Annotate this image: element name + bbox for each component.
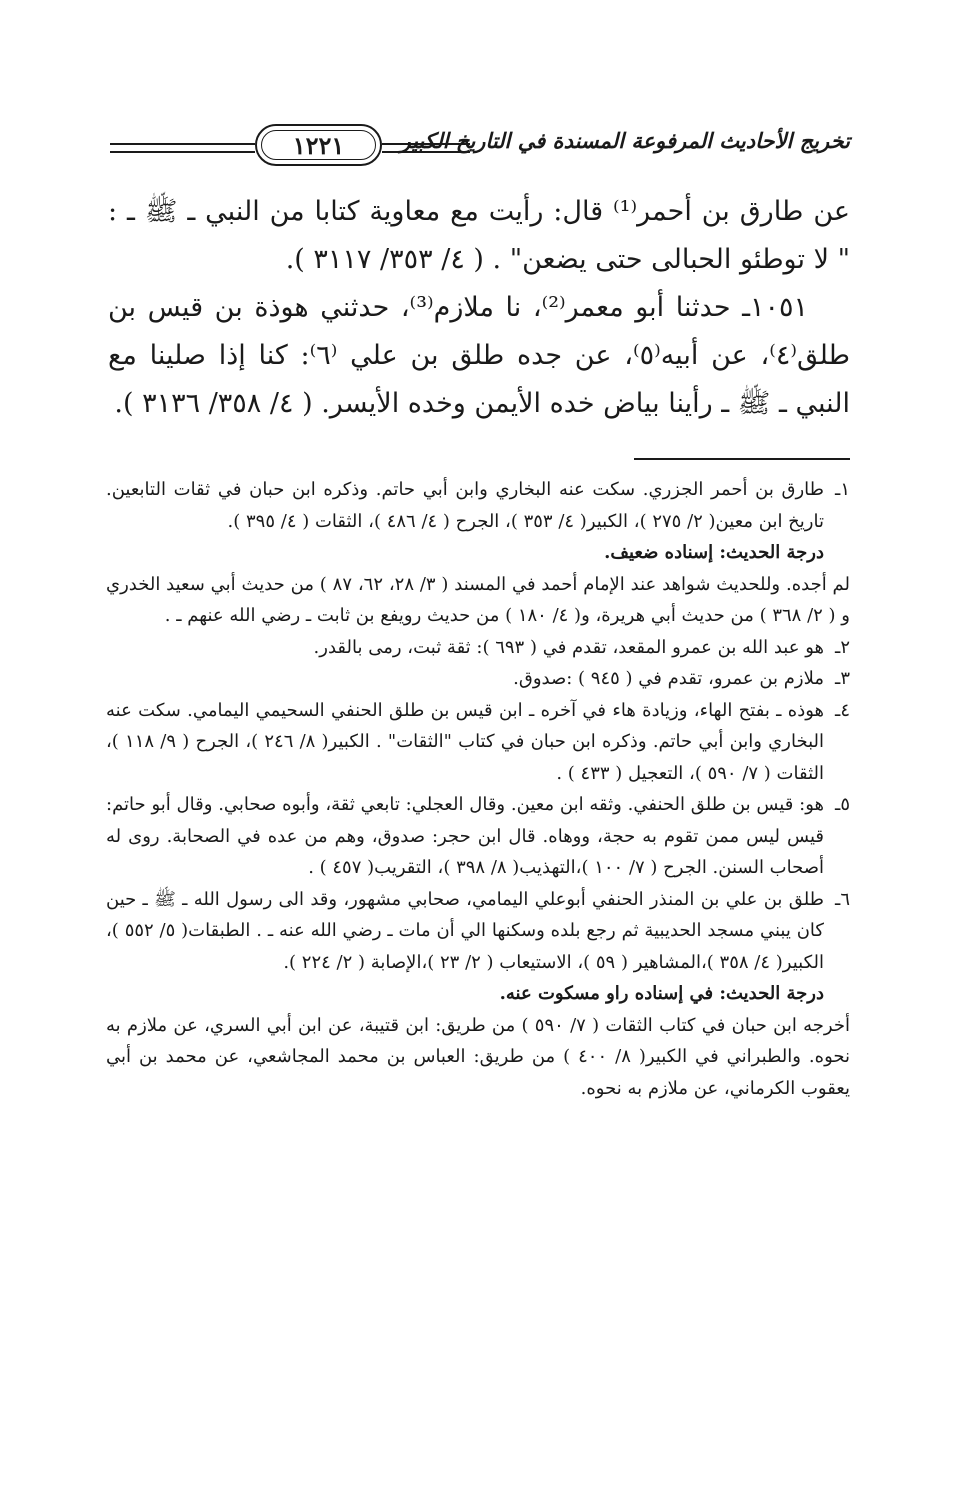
footnote-6 bbox=[106, 884, 850, 979]
footnote-number: ٤ـ bbox=[835, 699, 850, 721]
footnote-separator bbox=[634, 458, 850, 460]
hadith-grade-2: درجة الحديث: في إسناده راو مسكوت عنه. bbox=[499, 983, 824, 1004]
hadith-grade-1: درجة الحديث: إسناده ضعيف. bbox=[604, 542, 824, 563]
header-rule-right bbox=[382, 143, 470, 153]
footnote-text: هو عبد الله بن عمرو المقعد، تقدم في ( ٦٩٣ ): ثقة ثبت، رمى بالقدر. bbox=[313, 636, 824, 658]
footnote-text: طلق بن علي بن المنذر الحنفي أبوعلي اليمامي، صحابي مشهور، وقد الى رسول الله ـ ﷺ ـ حين كان يبني مسجد الحديبية ثم رجع بلده وسكنها الي أن مات ـ رضي الله عنه ـ . الطبقات( ٥/ ٥٥٢ )، الكبير( ٤/ ٣٥٨ )،المشاهير ( ٥٩ )، الاستيعاب ( ٢/ ٢٣ )،الإصابة ( ٢/ ٢٢٤ ). bbox=[106, 888, 824, 973]
footnote-text: ملازم بن عمرو، تقدم في ( ٩٤٥ ) :صدوق. bbox=[513, 668, 824, 689]
footnote-number: ٣ـ bbox=[835, 668, 850, 689]
page-number: ١٢٢١ bbox=[292, 130, 345, 160]
footnote-4 bbox=[106, 695, 850, 790]
page-number-frame bbox=[255, 124, 382, 166]
footnote-number: ٥ـ bbox=[835, 794, 850, 815]
hadith-paragraph-2: ١٠٥١ـ حدثنا أبو معمر⁽²⁾، نا ملازم⁽³⁾، حدثني هوذة بن قيس بن طلق⁽٤⁾، عن أبيه⁽٥⁾، عن جده طلق بن علي ⁽٦⁾: كنا إذا صلينا مع النبي ـ ﷺ ـ رأينا بياض خده الأيمن وخده الأيسر. ( ٤/ ٣٥٨/ ٣١٣٦ ). bbox=[108, 292, 850, 419]
footnote-commentary-1: لم أجده. وللحديث شواهد عند الإمام أحمد في المسند ( ٣/ ٢٨، ٦٢، ٨٧ ) من حديث أبي سعيد الخدري و ( ٢/ ٣٦٨ ) من حديث أبي هريرة، و( ٤/ ١٨٠ ) من حديث رويفع بن ثابت ـ رضي الله عنهم ـ . bbox=[106, 573, 851, 626]
footnote-commentary-2: أخرجه ابن حبان في كتاب الثقات ( ٧/ ٥٩٠ ) من طريق: ابن قتيبة، عن ابن أبي السري، عن ملازم به نحوه. والطبراني في الكبير( ٨/ ٤٠٠ ) من طريق: العباس بن محمد المجاشعي، عن محمد بن أبي يعقوب الكرماني، عن ملازم به نحوه. bbox=[106, 1014, 851, 1099]
footnote-2 bbox=[106, 632, 850, 664]
page-header bbox=[100, 118, 850, 174]
footnote-5 bbox=[106, 789, 850, 884]
footnote-text: هو: قيس بن طلق الحنفي. وثقه ابن معين. وقال العجلي: تابعي ثقة، وأبوه صحابي. وقال أبو حاتم: قيس ليس ممن تقوم به حجة، ووهاه. قال ابن حجر: صدوق، وهم من عده في الصحابة. روى له أصحاب السنن. الجرح ( ٧/ ١٠٠ )،التهذيب( ٨/ ٣٩٨ )، التقريب( ٤٥٧ ) . bbox=[106, 794, 824, 878]
footnote-number: ١ـ bbox=[835, 479, 850, 500]
footnote-text: طارق بن أحمر الجزري. سكت عنه البخاري وابن أبي حاتم. وذكره ابن حبان في ثقات التابعين. تاريخ ابن معين( ٢/ ٢٧٥ )، الكبير( ٤/ ٣٥٣ )، الجرح ( ٤/ ٤٨٦ )، الثقات ( ٤/ ٣٩٥ ). bbox=[106, 479, 824, 532]
footnotes bbox=[106, 474, 850, 1104]
running-title: تخريج الأحاديث المرفوعة المسندة في التاريخ الكبير bbox=[400, 128, 850, 153]
footnote-number: ٦ـ bbox=[835, 888, 850, 910]
footnote-text: هوذه ـ بفتح الهاء، وزيادة هاء في آخره ـ ابن قيس بن طلق الحنفي السحيمي اليمامي. سكت عنه البخاري وابن أبي حاتم. وذكره ابن حبان في كتاب "الثقات" . الكبير( ٨/ ٢٤٦ )، الجرح ( ٩/ ١١٨ )، الثقات ( ٧/ ٥٩٠ )، التعجيل ( ٤٣٣ ) . bbox=[106, 699, 824, 784]
main-text bbox=[108, 188, 850, 428]
header-rule-left bbox=[110, 143, 255, 153]
footnote-number: ٢ـ bbox=[835, 636, 850, 658]
hadith-paragraph-1: عن طارق بن أحمر⁽¹⁾ قال: رأيت مع معاوية كتابا من النبي ـ ﷺ ـ : " لا توطئو الحبالى حتى يضعن" . ( ٤/ ٣٥٣/ ٣١١٧ ). bbox=[108, 196, 850, 275]
footnote-3 bbox=[106, 663, 850, 695]
footnote-1 bbox=[106, 474, 850, 537]
